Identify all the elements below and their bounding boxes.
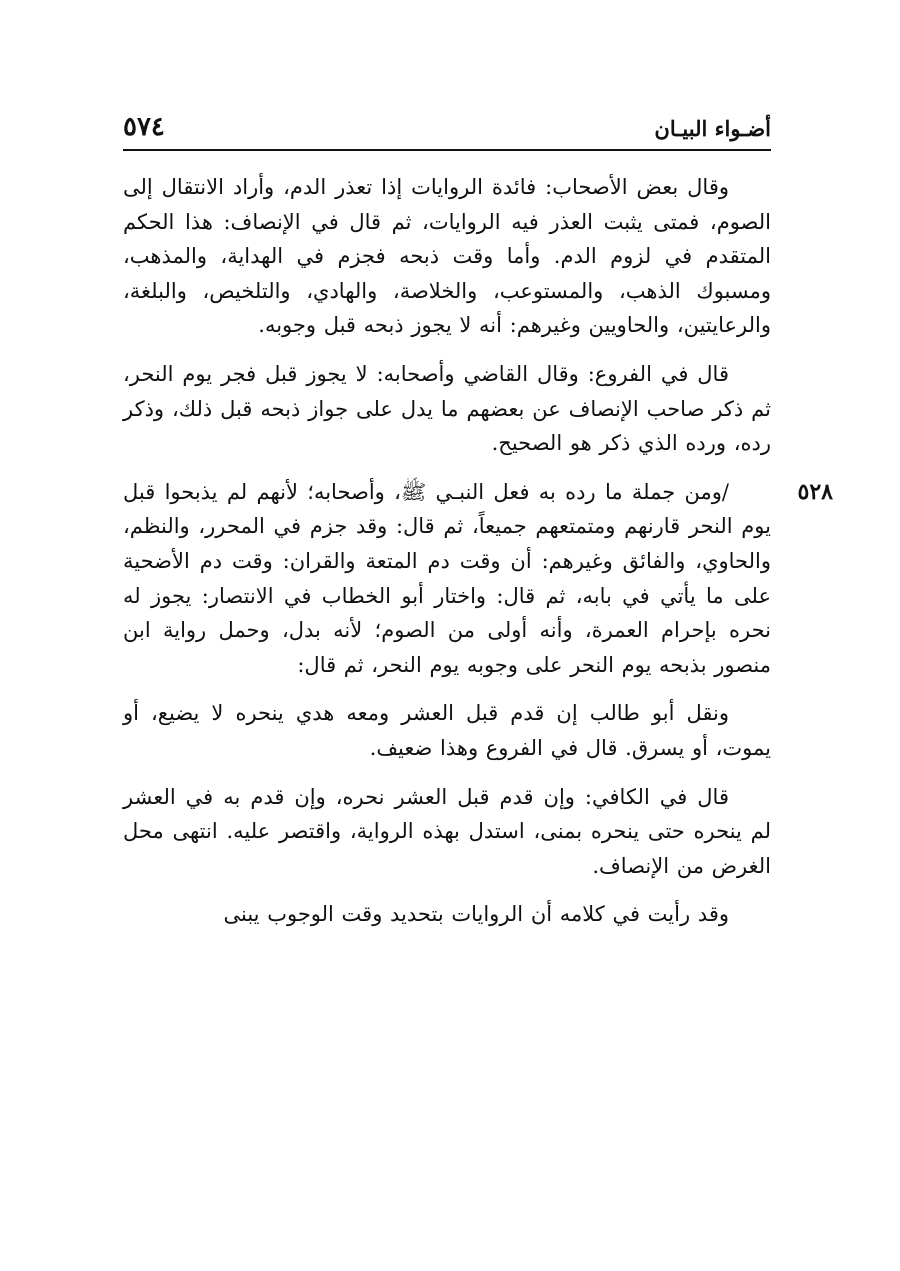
- page-header: [123, 112, 771, 150]
- paragraph-3-text: /ومن جملة ما رده به فعل النبـي ﷺ، وأصحابه؛ لأنهم لم يذبحوا قبل يوم النحر قارنهم ومتمتعهم جميعاً، ثم قال: وقد جزم في المحرر، والنظم، والحاوي، والفائق وغيرهم: أن وقت دم المتعة والقران: وقت دم الأضحية على ما يأتي في بابه، ثم قال: واختار أبو الخطاب في الانتصار: يجوز له نحره بإحرام العمرة، وأنه أولى من الصوم؛ لأنه بدل، وحمل رواية ابن منصور بذبحه يوم النحر على وجوبه يوم النحر، ثم قال:: [123, 479, 771, 677]
- paragraph-4: ونقل أبو طالب إن قدم قبل العشر ومعه هدي ينحره لا يضيع، أو يموت، أو يسرق. قال في الفروع وهذا ضعيف.: [123, 701, 771, 760]
- book-title: أضـواء البيـان: [654, 116, 771, 141]
- paragraph-2: قال في الفروع: وقال القاضي وأصحابه: لا يجوز قبل فجر يوم النحر، ثم ذكر صاحب الإنصاف عن بعضهم ما يدل على جواز ذبحه قبل ذلك، وذكر رده، ورده الذي ذكر هو الصحيح.: [123, 361, 771, 456]
- page-number: ٥٧٤: [123, 112, 165, 142]
- header-divider: [123, 149, 771, 151]
- paragraph-5: قال في الكافي: وإن قدم قبل العشر نحره، وإن قدم به في العشر لم ينحره حتى ينحره بمنى، استدل بهذه الرواية، واقتصر عليه. انتهى محل الغرض من الإنصاف.: [123, 784, 771, 878]
- paragraph-1: وقال بعض الأصحاب: فائدة الروايات إذا تعذر الدم، وأراد الانتقال إلى الصوم، فمتى يثبت العذر فيه الروايات، ثم قال في الإنصاف: هذا الحكم المتقدم في لزوم الدم. وأما وقت ذبحه فجزم في الهداية، والمذهب، ومسبوك الذهب، والمستوعب، والخلاصة، والهادي، والتلخيص، والبلغة، والرعايتين، والحاويين وغيرهم: أنه لا يجوز ذبحه قبل وجوبه.: [123, 175, 771, 338]
- margin-page-number: ٥٢٨: [797, 478, 833, 505]
- page-body: [123, 170, 833, 946]
- paragraph-3: [123, 475, 833, 683]
- paragraph-6: وقد رأيت في كلامه أن الروايات بتحديد وقت الوجوب يبنى: [223, 902, 729, 927]
